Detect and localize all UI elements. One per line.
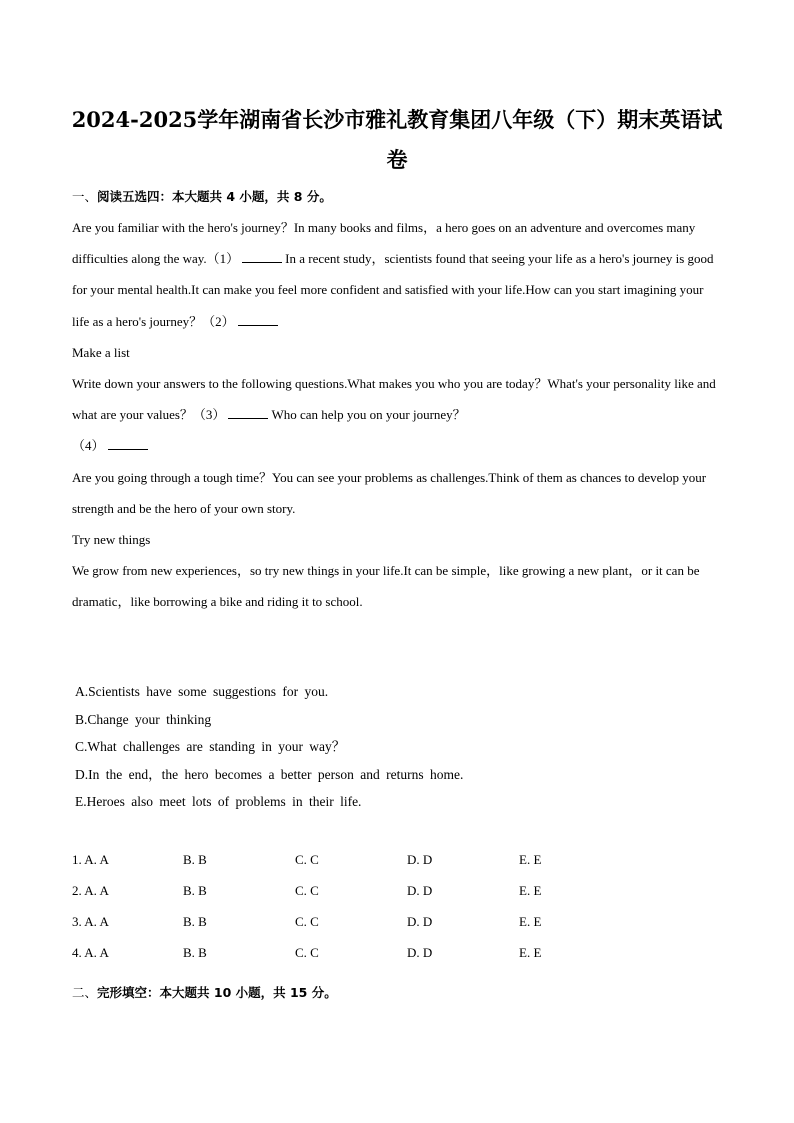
choice-e[interactable]: E. E	[519, 852, 542, 867]
question-row-1	[72, 852, 632, 883]
choice-a[interactable]: 3. A. A	[72, 914, 109, 929]
section-title: 阅读五选四：本大题共 4 小题，共 8 分。	[97, 189, 332, 204]
paragraph-1-part-b: In a recent study，scientists found that seeing your life as a hero's journey is good for your mental health.It can make you feel more confident and satisfied with your life.How can you start imagining your life as a hero's journey？（2）	[72, 251, 714, 329]
paragraph-1-part-a: Are you familiar with the hero's journey？In many books and films，a hero goes on an adventure and overcomes many difficulties along the way.（1）	[72, 220, 696, 267]
section-title: 完形填空：本大题共 10 小题，共 15 分。	[97, 985, 337, 1000]
question-row-4	[72, 945, 632, 976]
choice-c[interactable]: C. C	[295, 852, 319, 867]
option-e: E.Heroes also meet lots of problems in their life.	[75, 794, 362, 809]
choice-c[interactable]: C. C	[295, 945, 319, 960]
choice-e[interactable]: E. E	[519, 945, 542, 960]
reading-passage	[72, 212, 722, 618]
choice-b[interactable]: B. B	[183, 945, 207, 960]
blank-4-label: （4）	[72, 438, 105, 454]
section-heading-reading	[72, 187, 332, 205]
choice-a[interactable]: 4. A. A	[72, 945, 109, 960]
blank-4[interactable]	[108, 437, 148, 450]
option-a: A.Scientists have some suggestions for you.	[75, 684, 329, 699]
title-line-1: 2024-2025学年湖南省长沙市雅礼教育集团八年级（下）期末英语试	[71, 107, 723, 132]
option-list	[75, 678, 463, 816]
question-row-2	[72, 883, 632, 914]
choice-d[interactable]: D. D	[407, 945, 433, 960]
choice-b[interactable]: B. B	[183, 852, 207, 867]
paragraph-5: We grow from new experiences，so try new things in your life.It can be simple，like growing a new plant，or it can be dramatic，like borrowing a bike and riding it to school.	[72, 563, 700, 610]
choice-d[interactable]: D. D	[407, 914, 433, 929]
choice-c[interactable]: C. C	[295, 883, 319, 898]
choice-d[interactable]: D. D	[407, 883, 433, 898]
answer-choices	[72, 852, 632, 976]
option-b: B.Change your thinking	[75, 711, 212, 727]
paragraph-2	[72, 368, 722, 430]
paragraph-2-part-b: Who can help you on your journey？	[271, 407, 466, 423]
title-line-2: 卷	[386, 147, 408, 172]
choice-a[interactable]: 1. A. A	[72, 852, 109, 867]
choice-d[interactable]: D. D	[407, 852, 433, 867]
subheading-make-list: Make a list	[72, 344, 130, 360]
option-c: C.What challenges are standing in your way？	[75, 739, 346, 754]
option-d: D.In the end，the hero becomes a better person and returns home.	[75, 766, 464, 782]
paragraph-1	[72, 212, 722, 337]
page-title	[70, 100, 724, 180]
choice-e[interactable]: E. E	[519, 883, 542, 898]
paragraph-4: Are you going through a tough time？You can see your problems as challenges.Think of them as chances to develop your strength and be the hero of your own story.	[72, 469, 707, 516]
choice-c[interactable]: C. C	[295, 914, 319, 929]
paragraph-2-part-a: Write down your answers to the following questions.What makes you who you are today？What's your personality like and what are your values？（3）	[72, 376, 716, 423]
question-row-3	[72, 914, 632, 945]
choice-a[interactable]: 2. A. A	[72, 883, 109, 898]
section-number: 二、	[72, 985, 98, 1000]
section-number: 一、	[72, 189, 98, 204]
choice-b[interactable]: B. B	[183, 914, 207, 929]
section-heading-cloze	[72, 983, 337, 1001]
blank-1[interactable]	[242, 250, 282, 263]
choice-e[interactable]: E. E	[519, 914, 542, 929]
blank-3[interactable]	[228, 406, 268, 419]
choice-b[interactable]: B. B	[183, 883, 207, 898]
blank-2[interactable]	[238, 313, 278, 326]
subheading-try-new: Try new things	[72, 532, 151, 548]
paragraph-3	[72, 430, 722, 461]
